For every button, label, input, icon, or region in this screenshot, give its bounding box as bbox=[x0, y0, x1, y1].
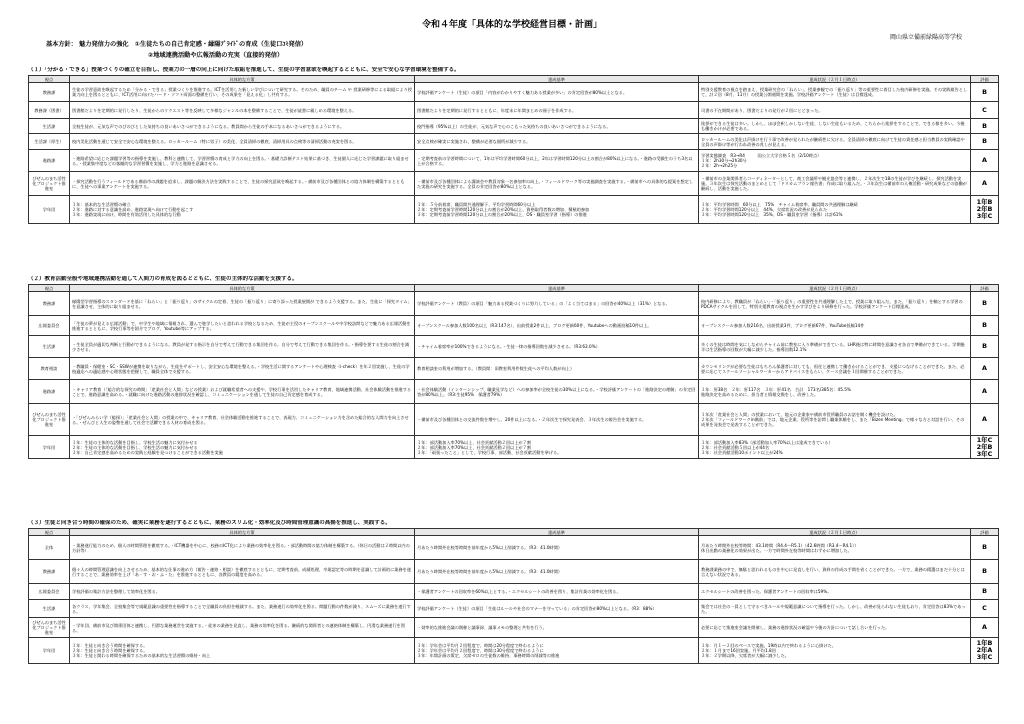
basic-policy-line-1 bbox=[46, 41, 307, 49]
section-title: （３）生徒と向き合う時間の確保のため、確実に業務を遂行するとともに、業務のスリム化・効率化及び時間管理意識の高揚を推進し、実践する。 bbox=[28, 520, 391, 526]
cell-eval: A bbox=[971, 618, 999, 638]
cell-eval: B bbox=[971, 316, 999, 336]
table-row bbox=[29, 172, 999, 196]
cell-plan: 学校評価の集計方法を整理して効率化を図る。 bbox=[70, 584, 415, 600]
cell-eval: B bbox=[971, 536, 999, 560]
table-row bbox=[29, 404, 999, 436]
cell-plan: ・キャリア教育（「総合的な探究の時間」「産業社会と人間」などの授業）および就職希望者への支援や、学校行事を活用したキャリア教育、地域連携活動、社会体験活動を推進することで、進路意識を高める。・就職に向けた進路活動の進捗状況を確認し、コミュニケーションを通して生徒の自己肯定感を育成する。 bbox=[70, 380, 415, 404]
cell-status: ロッカールームの美化は声掛けを行う事で改善が見られたが継続性に欠ける。全員清掃の徹底に向けて生徒の責任感と担当教員の実践確認や全員の声掛け等が行われ改善の兆しが見える。 bbox=[699, 134, 971, 150]
table-row bbox=[29, 336, 999, 358]
cell-status: 多くの生徒は時間を気にしながらチャイム前に教室に入り準備ができている。LHR後は特に時間を意識させ各自で準備ができている。学期後半は生活指導の回数が大幅に減少した。指導回数12.1% bbox=[699, 336, 971, 358]
cell-eval: B bbox=[971, 292, 999, 316]
table-row bbox=[29, 196, 999, 224]
cell-status: エクセルシートの改善を図った。保護者アンケートの回収率は59%。 bbox=[699, 584, 971, 600]
table-row bbox=[29, 638, 999, 664]
column-header-plan: 具体的な方策 bbox=[70, 529, 415, 536]
cell-standard: ・定期考査前の学習時間について、1年は平均学習時間60分以上、2年は学習時間120分以上の割合が80%以上になる。・進路の受験生のうち3名以上が合格する。 bbox=[415, 150, 699, 172]
cell-status: 司書の不在期間があり、図書だよりの発行が２回にとどまった。 bbox=[699, 102, 971, 119]
table-row bbox=[29, 83, 999, 102]
basic-policy-line-2: ②地域連携活動や広報活動の充実（直接的発信） bbox=[148, 52, 284, 59]
page-title: 令和４年度「具体的な学校経営目標・計画」 bbox=[421, 20, 602, 30]
cell-status: 学習実態調査 R3→R4 国公立大学合格５名（2/10時点） １年：2h30分→2h30分 ２年：2h→2h25分 bbox=[699, 150, 971, 172]
column-header-item: 視点 bbox=[29, 285, 70, 292]
cell-status: 校内研修により、教職員が「ねらい」・「振り返り」の重要性を共通理解した上で、授業に取り組んだ。また、「振り返り」を軸とする学習のPDCAサイクルを回して、特別支援教育の視点を生かす学びをより研修を行った。学校評価アンケート目標達成。 bbox=[699, 292, 971, 316]
column-header-evaluation: 評価 bbox=[971, 529, 999, 536]
cell-item: 広報委員会 bbox=[29, 584, 70, 600]
policy-label: 基本方針： bbox=[46, 41, 77, 48]
column-header-evaluation: 評価 bbox=[971, 76, 999, 83]
cell-standard: 安全点検が確実に実施され、整備が必要な個所が減少する。 bbox=[415, 134, 699, 150]
cell-eval: B bbox=[971, 83, 999, 102]
cell-item: びぜんのまち活性化プロジェクト推進室 bbox=[29, 618, 70, 638]
cell-eval: 1年B 2年B 3年C bbox=[971, 196, 999, 224]
cell-status: 特別支援教育の視点を踏まえ、授業研究会の「ねらい」、授業参観での「振り返り」等の重要性に着目した校内研修を実施。その実践報告として、計２回（8月、11月）の授業公開週間を実施。学校評価アンケート（生徒）は目標達成。 bbox=[699, 83, 971, 102]
cell-status: １年：月１～２回のペースで実施。19時以内で終わるように心掛けた。 ２年：１月まで16回実施。月平均1.8回 ３年：２学期以降、欠席者が大幅に減少した。 bbox=[699, 638, 971, 664]
cell-status: 必要に応じて推進室会議を開催し、業務の進捗状況の確認や今後の方針について話し合いを行った。 bbox=[699, 618, 971, 638]
table-row bbox=[29, 292, 999, 316]
table-header-row bbox=[29, 285, 999, 292]
cell-status: カウンセリングが必要な生徒はもちろん保護者に対しても、担任と連携して働きかけることができ、支援につなげることができた。また、必要に応じてスクールソーシャルワーカーからアドバイスをもらい、ケース会議を１回開催することができた。 bbox=[699, 358, 971, 380]
cell-plan: 縁陽型学習指導のスタンダードを基に「ねらい」と「振り返り」のサイクルの定着、生徒の「振り返り」に寄り添った授業展開が できるよう支援する。また、生徒に「探究タイム」を意識させ、主体的に取り組ませる。 bbox=[70, 292, 415, 316]
cell-item: 進路課 bbox=[29, 150, 70, 172]
school-name: 岡山県立備前緑陽高等学校 bbox=[889, 34, 962, 41]
cell-item: 生活課 bbox=[29, 600, 70, 618]
cell-standard: オープンスクール参加人数100名以上（R3:147名）、出前授業2件以上、ブログ更新60件、Youtubeへの動画投稿10件以上。 bbox=[415, 316, 699, 336]
column-header-standard: 達成基準 bbox=[415, 529, 699, 536]
cell-standard: ・保護者アンケートの回収率を60%以上とする。・エクセルシートの改善を図り、集計作業の効率化を図る。 bbox=[415, 584, 699, 600]
cell-eval: A bbox=[971, 358, 999, 380]
cell-status: １年：平均学習時間 60分以上 75% チャイム着席率、職員間の共通理解は継続 ２年：平均学習時間120分以上 44%、欠席状況の改善が見られた ３年：平均学習時間120分以上 35%、OS・職員室学習（指導）は計61% bbox=[699, 196, 971, 224]
cell-plan: 図書館だよりを定期的に発行したり、生徒からのリクエスト等を反映して多様なジャンルの本を整備することで、生徒が読書に親しめる環境を整える。 bbox=[70, 102, 415, 119]
section-2 bbox=[28, 276, 998, 459]
cell-standard: ・チャイム着席率が100%できるようになる。・生徒一律の指導回数を減少させる。（R3:63.0%） bbox=[415, 336, 699, 358]
cell-standard: ・備前市及び各種団体との交流件数を増やし、20件以上になる。・２年次生で探究発表会、３年次生の報告会を実施する。 bbox=[415, 404, 699, 436]
cell-standard: 図書館だよりを定期的に発行するとともに、年度末に年間まとめの冊子を作成する。 bbox=[415, 102, 699, 119]
table-row bbox=[29, 380, 999, 404]
cell-plan: １年：生徒の主体的な活動を目指し、学校生活の魅力に気付かせる ２年：生徒の主体的な活動を目指し、学校生活の魅力に気付かせる ３年：自己肯定感を高めるための実践と経験を見つけることができる活動を実施 bbox=[70, 436, 415, 459]
cell-standard: 学校評価アンケート（教員）の項目「魅力ある授業づくりに努力している」の「よく当てはまる」の回答が40%以上（31%）となる。 bbox=[415, 292, 699, 316]
cell-status: ・備前市の企業関係者らコーディネーターとして、商工会議所や観光協会等と連携し、２年次生で18の生徒が学びを継続し、探究活動を実施。３年次生は探究活動のまとめとして「ドリカムプラン報告書」作成に取り組んだ。・３年次生は備前市の人権活動・研究成果などの協働が継続し、活動を実施した。 bbox=[699, 172, 971, 196]
cell-plan: 「生徒の夢が見える広報活動」で、中学生や地域に情報され、選んで進学したいと思われる学校となるため、生徒が主役のオープンスクールや中学校訪問などで魅力ある広報活動を推進するとともに、学校行事等を紹介でブログ、Youtube等にアップする。 bbox=[70, 316, 415, 336]
cell-status: １年：部活動加入率83%（部活動加入率70%以上は達成できている） ２年：社会貢献活動５回以上が44名 ３年：社会貢献活動10ポイント以上が24% bbox=[699, 436, 971, 459]
cell-status: 集会では社会の一員として守るべきルールや規範意識について指導を行った。しかし、改善が見られない生徒もおり、肯定回答は83%であった。 bbox=[699, 600, 971, 618]
cell-eval: A bbox=[971, 404, 999, 436]
column-header-status: 達成状況（２月１日時点） bbox=[699, 529, 971, 536]
table-row bbox=[29, 316, 999, 336]
table-header-row bbox=[29, 529, 999, 536]
cell-status: 月あたり時間外在校等時間：43.1時間（R4.4～R5.1）（42.6時間（R3.4～R4.1）） 休日出勤の業務化の効果が出た。一方で時間外在校等時間はわずかに増加した。 bbox=[699, 536, 971, 560]
policy-text-1: 魅力発信力の強化 ①生徒たちの自己肯定感・縁陽ﾌﾞﾗｲﾄﾞの育成（生徒口ｺﾐ発信） bbox=[79, 41, 308, 48]
table-row bbox=[29, 436, 999, 459]
cell-eval: 1年B 2年A 3年C bbox=[971, 638, 999, 664]
plan-table bbox=[28, 75, 999, 224]
column-header-item: 視点 bbox=[29, 529, 70, 536]
cell-eval: A bbox=[971, 380, 999, 404]
cell-eval: B bbox=[971, 560, 999, 584]
cell-standard: 月あたり時間外在校等時間を前年度から5%以上削減する。（R3：41.0時間） bbox=[415, 560, 699, 584]
cell-item: 教務課 bbox=[29, 560, 70, 584]
cell-item: 学年団 bbox=[29, 196, 70, 224]
table-row bbox=[29, 560, 999, 584]
table-row bbox=[29, 102, 999, 119]
cell-item: 教務課（図書） bbox=[29, 102, 70, 119]
column-header-standard: 達成基準 bbox=[415, 76, 699, 83]
cell-standard: １年：５分前着席、職員間共通理解下、平均学習時間60分以上 ２年：定期考査前学習時間120分以上の割合が20%以上、資格取得者数の増加、積極的参加 ３年：定期考査前学習時間120分以上の割合が20%以上、OS・職員室学習（指導）の推進 bbox=[415, 196, 699, 224]
cell-eval: B bbox=[971, 134, 999, 150]
cell-plan: ・探究活動を行うフィールドである備前市の課題を追求し、課題の解決方法を実践することで、生徒の探究意欲を喚起する。・備前市及び各種団体との協力体制を構築するとともに、生徒への事業アンケートを実施する。 bbox=[70, 172, 415, 196]
cell-eval: B bbox=[971, 584, 999, 600]
cell-item: 教務課 bbox=[29, 292, 70, 316]
cell-plan: ・教職員・保健室・SC・SSWが連携を取りながら、生徒をサポートし、安全安心な環境を整える。・学校生活に関するアンケートや心理検査（i-check）を年２回実施し、生徒の学校適応への適応感や心理状態を把握して、職員全体で支援する。 bbox=[70, 358, 415, 380]
cell-standard: １年：部活動加入率70%以上、社会貢献活動２回以上が７割 ２年：部活動加入率70%以上、社会貢献活動２回以上が７割 ３年：「頑張ったこと」として、学校行事、部活動、社会貢献活動を挙げる。 bbox=[415, 436, 699, 459]
cell-item: 全体 bbox=[29, 536, 70, 560]
section-3 bbox=[28, 520, 998, 664]
cell-item: びぜんのまち活性化プロジェクト推進室 bbox=[29, 404, 70, 436]
cell-eval: A bbox=[971, 172, 999, 196]
cell-item: 学年団 bbox=[29, 638, 70, 664]
cell-plan: ・業務遂行能力のため、個人の時間管理を徹底する。・ICT機器を中心に、校務のICT化により業務の効率化を図る。・部活動時間の協力体制を構築する。（休日の活動は２時間以内の方針等） bbox=[70, 536, 415, 560]
cell-status: オープンスクール参加人数216名、出前授業3件、ブログ更新67件、YouTube投稿14件 bbox=[699, 316, 971, 336]
cell-item: 生活課（厚生） bbox=[29, 134, 70, 150]
plan-table bbox=[28, 284, 999, 459]
cell-plan: １年：生徒と向き合う時間を確保する。 ２年：生徒と向き合う時間を確保する。 ３年：生徒と関わる時間を確保するための基本的な生活習慣の維持・向上 bbox=[70, 638, 415, 664]
cell-plan: 校内美化活動を通じて安全で安心な環境を整える。ロッカールーム（特に男子）の美化、全員清掃の徹底、清掃用具の点検等の清掃活動の充実を図る。 bbox=[70, 134, 415, 150]
table-row bbox=[29, 134, 999, 150]
cell-status: 教務課業務の中で、無駄と思われるものを中心に見直しを行い、資料の作成の手間を省くことができた。一方で、業務の精選はまだ十分とは言えない状況である。 bbox=[699, 560, 971, 584]
cell-eval: B bbox=[971, 119, 999, 134]
cell-eval: C bbox=[971, 600, 999, 618]
cell-plan: ・進路希望に応じた課題学習等の指導を実施し、教科と連携して、学習習慣の育成と学力の向上を図る。・基礎力診断テスト結果に基づき、生徒個人に応じた学習課題に取り組ませる。・授業集中度などの客観的な学習習慣を実施し、学力と進路を意識させる。 bbox=[70, 150, 415, 172]
column-header-status: 達成状況（２月１日時点） bbox=[699, 285, 971, 292]
table-row bbox=[29, 536, 999, 560]
cell-standard: ・効率的な推進会議の開催と議事録、議事メモの整理と共有を行う。 bbox=[415, 618, 699, 638]
table-row bbox=[29, 618, 999, 638]
section-title: （１）「分かる・できる」授業づくりの確立を目指し、授業力の一層の向上に向けた取組を推進して、生徒の学習意欲を喚起するとともに、安全で安心な学習環境を整備する。 bbox=[28, 67, 460, 73]
table-row bbox=[29, 150, 999, 172]
cell-plan: 各クラス、学年集会、全校集会等で規範意識の重要性を指導することで全職員の負担を軽減する。また、業務遂行の効率化を図る。問題行動の件数が減り、スムーズに業務を遂行する。 bbox=[70, 600, 415, 618]
cell-plan: ・生徒全員が適切な判断と行動ができるようになる。教員が発する指示を自分で考えて行動できる集団を作る。自分で考えて行動できる集団を作る。・指導を要する生徒の割合を減少させる。 bbox=[70, 336, 415, 358]
column-header-plan: 具体的な方策 bbox=[70, 76, 415, 83]
column-header-item: 視点 bbox=[29, 76, 70, 83]
cell-status: １年：肝38名 ２年：肝117名 ３年：肝41名 合計 173名/385名：45.5% 進路決定を高めるために、担当者と情報交換をし、改善した。 bbox=[699, 380, 971, 404]
cell-standard: ・備前市及び各種団体による講演会や教員対象一名参加率の向上。・フィールドワーク等の実施調査を実施する。・備前市への具体的な提案を想定した実施の研究を実施する。全員の肯定回答が80%以上となる。 bbox=[415, 172, 699, 196]
column-header-standard: 達成基準 bbox=[415, 285, 699, 292]
cell-standard: 校門指導（95%以上）の生徒が、元気な声で心のこもった気持ちの良いあいさつができるようになる。 bbox=[415, 119, 699, 134]
column-header-status: 達成状況（２月１日時点） bbox=[699, 76, 971, 83]
cell-plan: 全校生徒が、元気な声でのびのびとした気持ちの良いあいさつができるようになる。教員間から生徒の手本になるあいさつができるようにする。 bbox=[70, 119, 415, 134]
cell-plan: ・学年団、備前市及び関係団体と連携し、円滑な業務運営を実施する。・従来の業務を見直し、業務の効率化を図る。継続的な関係者との連絡体制を構築し、円滑な業務遂行を図る。 bbox=[70, 618, 415, 638]
cell-plan: ・「びぜんみらい学（総探）」「産業社会と人間」の授業の中で、キャリア教育、社会体験活動を推進することで、表現力、コミュニケーション力を含めた総合的な人間力を向上させる。・ぜんびと人生の姿勢を通して社会で活躍できる人材の育成を図る。 bbox=[70, 404, 415, 436]
plan-table bbox=[28, 528, 999, 664]
table-row bbox=[29, 119, 999, 134]
cell-item: 学年団 bbox=[29, 436, 70, 459]
cell-item: 生活課 bbox=[29, 336, 70, 358]
cell-plan: 個々人の時間管理意識を向上させるため、基本的な仕事の進め方（報告・連絡・相談）を徹底するとともに、定期考査前、成績処理、卒業認定等の時期を意識して計画的に業務を遂行することで、業務効率を上げ「あ・す・お・ふ・た」を推進するとともに、各教員の精度を高める。 bbox=[70, 560, 415, 584]
cell-plan: 生徒の学習意欲を喚起するため「分かる・できる」授業づくりを推進する。ICTを活用した新しい学びについて研究する。そのため、職員のチーム や 授業研修等による取組により授業力向上を図るとともに、ICT活用に向けたハード・ソフト両面の整備を行い、その成果を「見える化」し共有する。 bbox=[70, 83, 415, 102]
cell-item: 進路課 bbox=[29, 380, 70, 404]
cell-standard: 教育相談室の利用が増加する。（教員間：旧教室利用件数生徒への平均人数が向上） bbox=[415, 358, 699, 380]
cell-item: 教育相談 bbox=[29, 358, 70, 380]
cell-standard: 学校評価アンケート（生徒）の項目「生徒はルールや社会のマナーを守っている」の肯定回答が80%以上となる。（R3：88%） bbox=[415, 600, 699, 618]
cell-standard: 学校評価アンケート（生徒）の項目「内容がわかりやすく魅力ある授業が多い」の肯定回答が80%以上となる。 bbox=[415, 83, 699, 102]
cell-item: 教務課 bbox=[29, 83, 70, 102]
cell-standard: １年：学年会は平均月２回程度で、時間は20分程度で終わるように ２年：学年会は平均月２回程度で、時間は30分程度で終わるように ３年：年間計画の策定、欠席ゼロの生徒数の維持、事務時間の削減等の推進 bbox=[415, 638, 699, 664]
cell-item: びぜんのまち活性化プロジェクト推進室 bbox=[29, 172, 70, 196]
cell-status: １年次「産業社会と人間」の授業において、地元の企業家や備前市役所職員のお話を聞く機会を設けた。 ２年次「フィールドワークin備前」では、地元企業、役所等を訪問し職業体験をし、また「Bizen Meeting」で様々な方と対話を行い、その成果を発表会で発表することができた。 bbox=[699, 404, 971, 436]
cell-standard: 月あたり時間外在校等時間を前年度から5%以上削減する。（R3：41.0時間） bbox=[415, 536, 699, 560]
section-title: （２）教育活動全般や地域連携活動を通して人間力の育成を図るとともに、生徒の主体的な活動を支援する。 bbox=[28, 276, 298, 282]
cell-eval: A bbox=[971, 150, 999, 172]
cell-item: 生活課 bbox=[29, 119, 70, 134]
cell-item: 広報委員会 bbox=[29, 316, 70, 336]
table-row bbox=[29, 358, 999, 380]
cell-eval: C bbox=[971, 102, 999, 119]
cell-eval: 1年C 2年B 3年C bbox=[971, 436, 999, 459]
table-row bbox=[29, 584, 999, 600]
column-header-evaluation: 評価 bbox=[971, 285, 999, 292]
table-header-row bbox=[29, 76, 999, 83]
cell-status: 挨拶ができる生徒は多い。しかし、ほぼ会釈しかしない生徒、しない生徒もいるため、こちらから挨拶をすることで、できる様を多い。今後も働きかけが必要である。 bbox=[699, 119, 971, 134]
table-row bbox=[29, 600, 999, 618]
column-header-plan: 具体的な方策 bbox=[70, 285, 415, 292]
cell-standard: ・社会体験活動（インターンシップ、職業見学など）への参加率が全校生徒の30%以上になる。・学校評価アンケートの「進路決定の理解」の肯定回答が80%以上。（R3:生徒95% 保護者79%） bbox=[415, 380, 699, 404]
section-1 bbox=[28, 67, 998, 224]
cell-eval: B bbox=[971, 336, 999, 358]
cell-plan: １年：基本的な生活習慣の確立 ２年：進路に対する意識を高め、進路実現へ向けて行動を起こす ３年：進路実現に向け、時間を有効活用した具体的な行動 bbox=[70, 196, 415, 224]
